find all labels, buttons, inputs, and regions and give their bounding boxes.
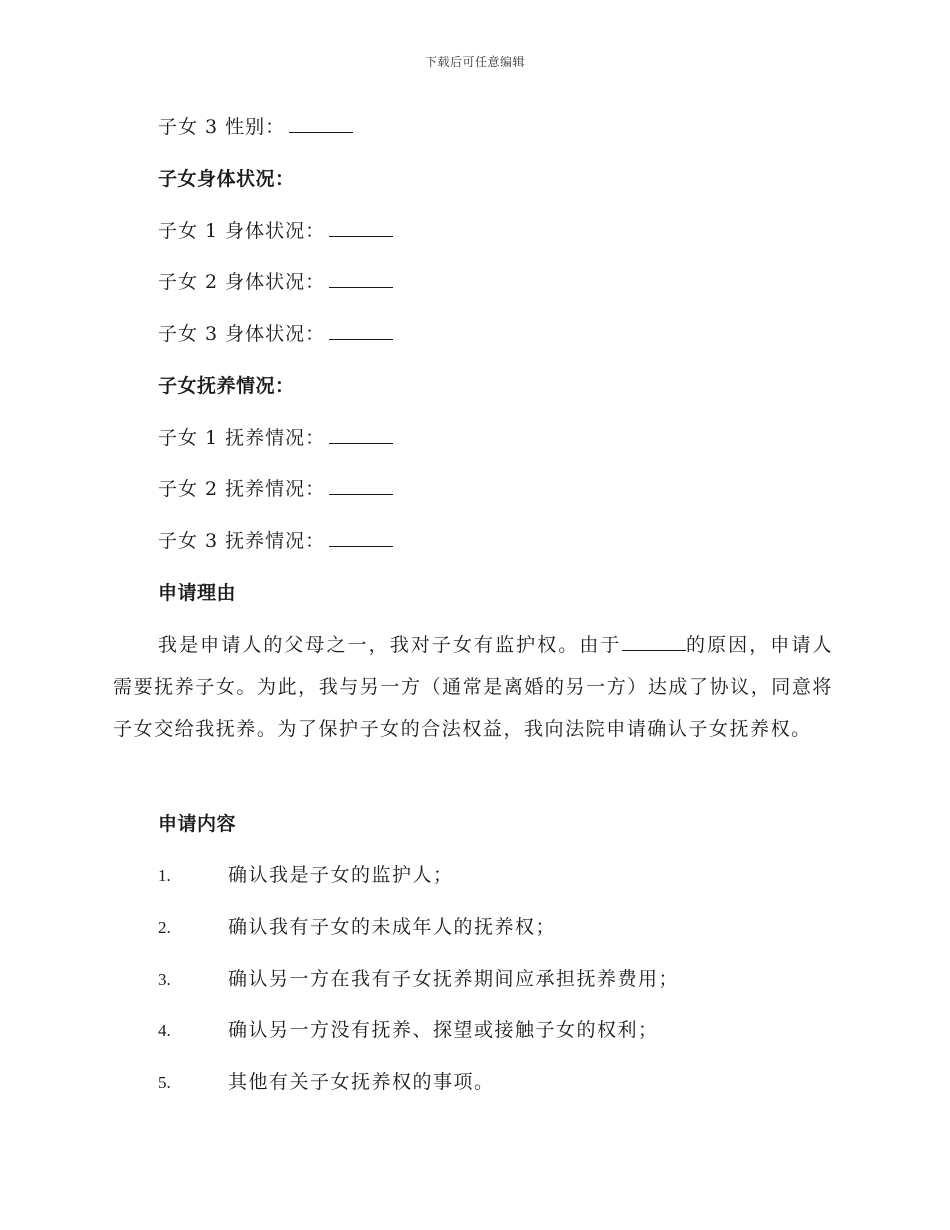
child1-custody-blank	[329, 425, 393, 444]
reason-text-part2: 的原因，申请人需要抚养子女。为此，我与另一方（通常是离婚的另一方）达成了协议，同意将子女交给我抚养。为了保护子女的合法权益，我向法院申请确认子女抚养权。	[113, 634, 833, 740]
content-list-item	[158, 966, 679, 993]
child3-custody-blank	[329, 528, 393, 547]
list-item-text: 其他有关子女抚养权的事项。	[228, 1071, 495, 1093]
content-list-item	[158, 862, 454, 889]
child2-health-blank	[329, 269, 393, 288]
list-item-number: 3.	[158, 970, 171, 989]
reason-blank	[622, 632, 686, 651]
child2-health-label: 子女 2 身体状况：	[158, 271, 326, 293]
health-heading: 子女身体状况：	[158, 168, 295, 190]
child2-custody-blank	[329, 476, 393, 495]
list-item-text: 确认我是子女的监护人；	[228, 864, 454, 886]
child2-custody-line	[158, 476, 393, 502]
list-item-number: 1.	[158, 866, 171, 885]
content-list-item	[158, 914, 556, 941]
child3-health-blank	[329, 321, 393, 340]
reason-paragraph	[113, 624, 833, 750]
list-item-number: 4.	[158, 1021, 171, 1040]
child2-health-line	[158, 269, 393, 295]
child1-health-label: 子女 1 身体状况：	[158, 220, 326, 242]
child2-custody-label: 子女 2 抚养情况：	[158, 478, 326, 500]
child3-health-line	[158, 321, 393, 347]
reason-heading: 申请理由	[158, 582, 237, 604]
content-list-item	[158, 1069, 495, 1096]
child3-health-label: 子女 3 身体状况：	[158, 323, 326, 345]
child1-custody-label: 子女 1 抚养情况：	[158, 427, 326, 449]
content-list-item	[158, 1017, 659, 1044]
child3-gender-label: 子女 3 性别：	[158, 116, 286, 138]
list-item-text: 确认我有子女的未成年人的抚养权；	[228, 916, 557, 938]
child3-custody-line	[158, 528, 393, 554]
reason-text-part1: 我是申请人的父母之一，我对子女有监护权。由于	[158, 634, 622, 656]
list-item-number: 2.	[158, 918, 171, 937]
list-item-text: 确认另一方在我有子女抚养期间应承担抚养费用；	[228, 968, 680, 990]
child3-gender-line	[158, 114, 353, 140]
child1-custody-line	[158, 425, 393, 451]
header-note: 下载后可任意编辑	[424, 55, 525, 69]
child1-health-line	[158, 218, 393, 244]
child3-gender-blank	[289, 114, 353, 133]
custody-heading: 子女抚养情况：	[158, 375, 295, 397]
list-item-number: 5.	[158, 1073, 171, 1092]
child3-custody-label: 子女 3 抚养情况：	[158, 530, 326, 552]
child1-health-blank	[329, 218, 393, 237]
content-heading: 申请内容	[158, 813, 237, 835]
list-item-text: 确认另一方没有抚养、探望或接触子女的权利；	[228, 1019, 659, 1041]
